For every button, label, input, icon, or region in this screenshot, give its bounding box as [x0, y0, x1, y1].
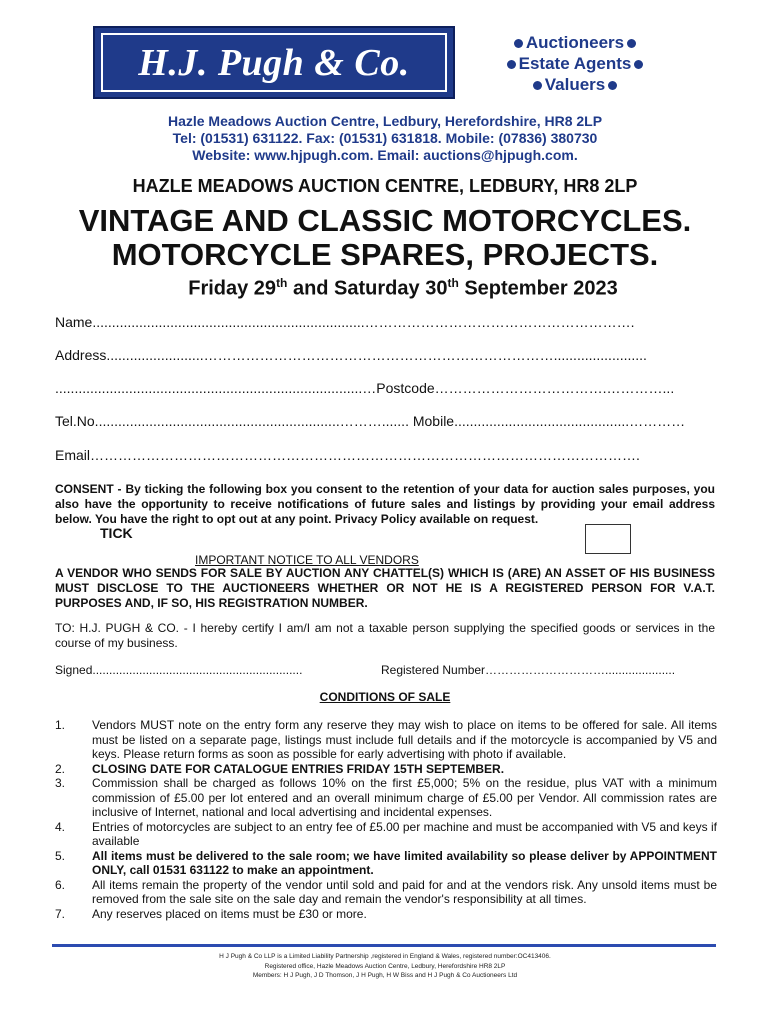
- tick-label: TICK: [100, 525, 133, 541]
- conditions-list: [55, 718, 717, 921]
- bullet-icon: [608, 81, 617, 90]
- address-line: Hazle Meadows Auction Centre, Ledbury, Herefordshire, HR8 2LP: [167, 113, 603, 129]
- footer-line-1: H J Pugh & Co LLP is a Limited Liability Partnership ,registered in England & Wales, registered number:OC413406.: [219, 953, 551, 960]
- sale-headline: [20, 204, 750, 272]
- condition-item: 1. Vendors MUST note on the entry form any reserve they may wish to place on items to be offered for sale. All items must be listed on a separate page, listings must include full details and if the motorcycle is accompanied by V5 and keys. Please return forms as soon as possible for early advertising with photo if available.: [55, 718, 717, 761]
- service-estate-agents: Estate Agents: [490, 53, 660, 74]
- tel-mobile-field[interactable]: Tel.No...............................................................………....... Mobile.............................................…………: [55, 413, 686, 429]
- signed-field[interactable]: Signed...............................................................: [55, 663, 303, 677]
- consent-checkbox[interactable]: [585, 524, 631, 554]
- bullet-icon: [627, 39, 636, 48]
- headline-line-2: MOTORCYCLE SPARES, PROJECTS.: [111, 237, 659, 272]
- name-field[interactable]: Name......................................................................………………………………………………….: [55, 314, 635, 330]
- service-valuers: Valuers: [490, 74, 660, 95]
- bullet-icon: [533, 81, 542, 90]
- condition-item: 7. Any reserves placed on items must be £30 or more.: [55, 906, 367, 921]
- registered-number-field[interactable]: Registered Number………………………….....................: [381, 663, 676, 677]
- footer-divider: [52, 944, 716, 947]
- contact-block: [0, 113, 770, 164]
- logo-text: H.J. Pugh & Co.: [138, 41, 410, 84]
- condition-item: 4. Entries of motorcycles are subject to an entry fee of £5.00 per machine and must be accompanied with V5 and keys if available: [55, 819, 717, 848]
- footer-line-3: Members: H J Pugh, J D Thomson, J H Pugh, H W Biss and H J Pugh & Co Auctioneers Ltd: [252, 972, 518, 979]
- certify-text: TO: H.J. PUGH & CO. - I hereby certify I am/I am not a taxable person supplying the specified goods or services in the course of my business.: [55, 621, 715, 650]
- condition-item: 6. All items remain the property of the vendor until sold and paid for and at the vendors risk. Any unsold items must be removed from the sale site on the sale day and remain the vendor's responsibility at all times.: [55, 877, 717, 906]
- email-field[interactable]: Email……………………………………………………………………………………………………….: [55, 447, 640, 463]
- web-line: Website: www.hjpugh.com. Email: auctions@hjpugh.com.: [192, 147, 578, 163]
- bullet-icon: [507, 60, 516, 69]
- notice-title: IMPORTANT NOTICE TO ALL VENDORS: [195, 553, 419, 567]
- headline-line-1: VINTAGE AND CLASSIC MOTORCYCLES.: [78, 203, 692, 238]
- phone-line: Tel: (01531) 631122. Fax: (01531) 631818. Mobile: (07836) 380730: [172, 130, 598, 146]
- address-field[interactable]: Address.........................…………………………………………………………………........................: [55, 347, 647, 363]
- logo-frame: [101, 33, 447, 92]
- services-list: [490, 32, 660, 95]
- footer: [0, 952, 770, 981]
- conditions-title: CONDITIONS OF SALE: [319, 690, 451, 704]
- notice-text: A VENDOR WHO SENDS FOR SALE BY AUCTION ANY CHATTEL(S) WHICH IS (ARE) AN ASSET OF HIS BUSINESS MUST DISCLOSE TO THE AUCTIONEERS WHETHER OR NOT HE IS A REGISTERED PERSON FOR V.A.T. PURPOSES AND, IF SO, HIS REGISTRATION NUMBER.: [55, 566, 715, 610]
- bullet-icon: [514, 39, 523, 48]
- consent-text: CONSENT - By ticking the following box you consent to the retention of your data for auction sales purposes, you also have the opportunity to receive notifications of future sales and listings by providing your email address below. You have the right to opt out at any point. Privacy Policy available on request.: [55, 482, 715, 526]
- company-logo: [93, 26, 455, 99]
- service-auctioneers: Auctioneers: [490, 32, 660, 53]
- condition-item: 2. CLOSING DATE FOR CATALOGUE ENTRIES FRIDAY 15TH SEPTEMBER.: [55, 761, 505, 776]
- condition-item: 3. Commission shall be charged as follows 10% on the first £5,000; 5% on the residue, plus VAT with a minimum commission of £5.00 per lot entered and an overall minimum charge of £5.00 per Vendor. All commission rates are inclusive of Internet, national and local advertising and incidental expenses.: [55, 776, 717, 819]
- bullet-icon: [634, 60, 643, 69]
- sale-dates: Friday 29th and Saturday 30th September 2023: [188, 276, 618, 300]
- postcode-field[interactable]: ...............................................................................…Postcode……………………………….…………...: [55, 380, 675, 396]
- venue-heading: HAZLE MEADOWS AUCTION CENTRE, LEDBURY, HR8 2LP: [132, 176, 638, 196]
- footer-line-2: Registered office, Hazle Meadows Auction Centre, Ledbury, Herefordshire HR8 2LP: [264, 962, 506, 970]
- condition-item: 5. All items must be delivered to the sale room; we have limited availability so please deliver by APPOINTMENT ONLY, call 01531 631122 to make an appointment.: [55, 848, 717, 877]
